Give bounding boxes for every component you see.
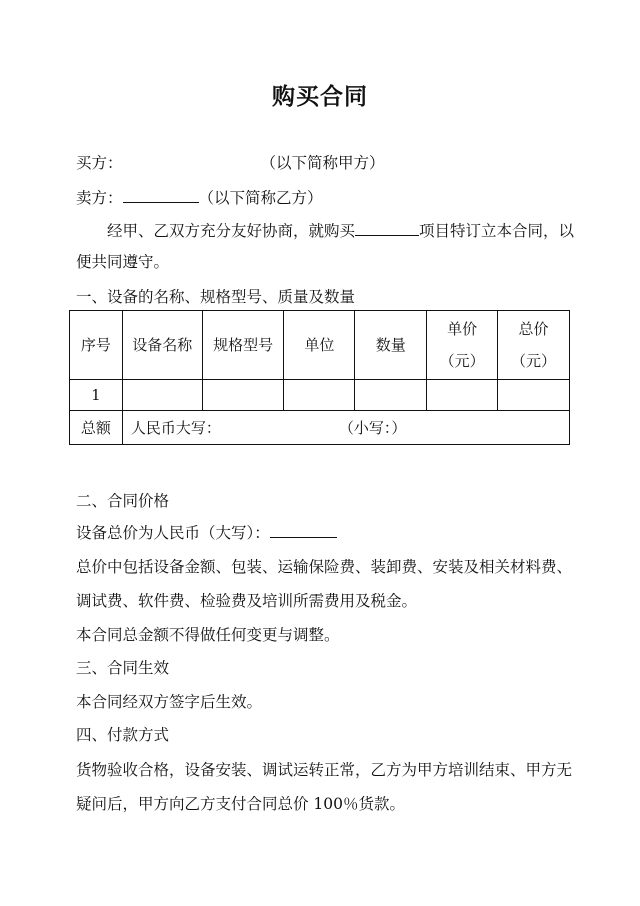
cell-total-price [498, 380, 570, 411]
section2-no-change-line: 本合同总金额不得做任何变更与调整。 [76, 626, 340, 644]
section2-price-line [76, 521, 337, 543]
header-index: 序号 [70, 311, 123, 380]
cell-model [202, 380, 284, 411]
rmb-upper-label: 人民币大写： [130, 419, 221, 437]
lower-case-label: （小写：） [338, 419, 407, 437]
cell-unit [284, 380, 355, 411]
total-amount-cell [122, 411, 569, 445]
section1-heading: 一、设备的名称、规格型号、质量及数量 [76, 288, 356, 306]
cell-unit-price [427, 380, 498, 411]
section2-para-line-2: 调试费、软件费、检验费及培训所需费用及税金。 [76, 592, 418, 610]
table-header-row [70, 311, 570, 380]
buyer-label: 买方： [76, 154, 123, 172]
header-unit-price [427, 311, 498, 380]
section3-line: 本合同经双方签字后生效。 [76, 693, 263, 711]
price-blank [270, 522, 337, 539]
row-index: 1 [70, 380, 123, 411]
intro-part2: 项目特订立本合同，以 [419, 222, 575, 240]
header-unit-price-sub: （元） [439, 352, 485, 370]
buyer-note: （以下简称甲方） [260, 154, 385, 172]
seller-label: 卖方： [76, 189, 123, 207]
intro-part1: 经甲、乙双方充分友好协商，就购买 [107, 222, 356, 240]
header-total-price [498, 311, 570, 380]
buyer-line [76, 151, 385, 173]
total-label: 总额 [70, 411, 123, 445]
seller-blank [123, 187, 199, 204]
seller-note: （以下简称乙方） [198, 189, 323, 207]
equipment-table [69, 310, 570, 445]
header-quantity: 数量 [355, 311, 427, 380]
cell-quantity [355, 380, 427, 411]
header-total-price-label: 总价 [518, 320, 549, 338]
section4-para-line-2: 疑问后，甲方向乙方支付合同总价 100％货款。 [76, 795, 406, 813]
section3-heading: 三、合同生效 [76, 659, 170, 677]
section2-price-label: 设备总价为人民币（大写）： [76, 524, 270, 542]
section2-heading: 二、合同价格 [76, 492, 170, 510]
table-row [70, 380, 570, 411]
section4-heading: 四、付款方式 [76, 726, 170, 744]
cell-equipment-name [122, 380, 202, 411]
header-equipment-name: 设备名称 [122, 311, 202, 380]
seller-line [76, 186, 323, 208]
intro-line-1 [107, 219, 574, 241]
project-blank [355, 220, 419, 237]
section2-para-line-1: 总价中包括设备金额、包装、运输保险费、装卸费、安装及相关材料费、 [76, 558, 573, 576]
header-total-price-sub: （元） [511, 352, 557, 370]
header-unit-price-label: 单价 [447, 320, 478, 338]
table-total-row [70, 411, 570, 445]
header-model: 规格型号 [202, 311, 284, 380]
header-unit: 单位 [284, 311, 355, 380]
section4-para-line-1: 货物验收合格，设备安装、调试运转正常，乙方为甲方培训结束、甲方无 [76, 761, 573, 779]
intro-line-2: 便共同遵守。 [76, 253, 170, 271]
document-title: 购买合同 [272, 84, 368, 110]
